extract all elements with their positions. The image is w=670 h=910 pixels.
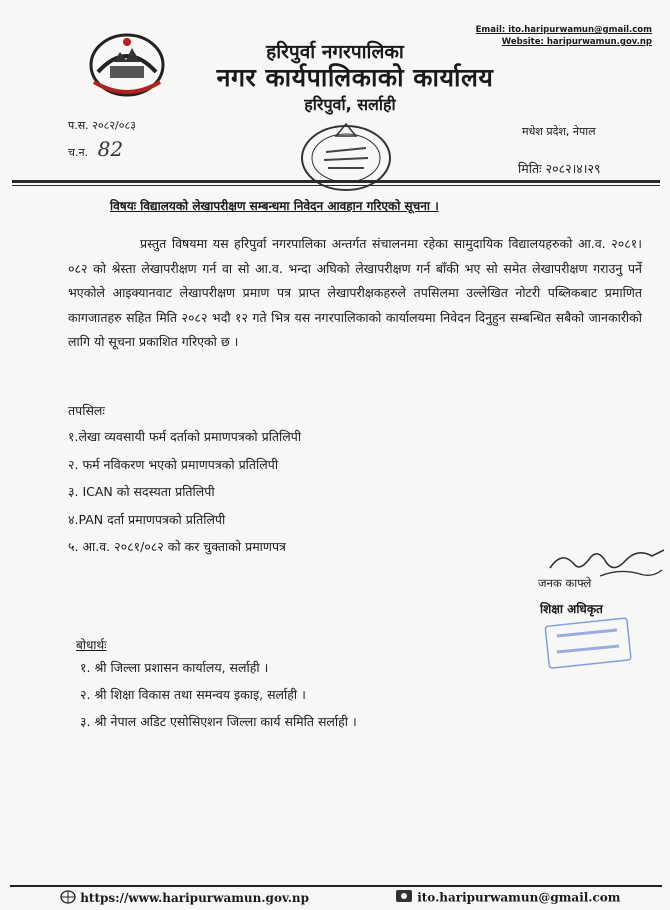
list-item: ५. आ.व. २०८१/०८२ को कर चुक्ताको प्रमाणपत्र	[68, 539, 286, 554]
document-list	[68, 425, 301, 563]
list-item: ४.PAN दर्ता प्रमाणपत्रको प्रतिलिपी	[68, 511, 226, 527]
globe-icon	[60, 890, 76, 907]
province-label: मधेश प्रदेश, नेपाल	[522, 125, 596, 138]
signatory-title: शिक्षा अधिकृत	[540, 602, 603, 616]
notice-body: प्रस्तुत विषयमा यस हरिपुर्वा नगरपालिका अन्तर्गत संचालनमा रहेका सामुदायिक विद्यालयहरुको आ.व. २०८१।०८२ को श्रेस्ता लेखापरीक्षण गर्न वा सो आ.व. भन्दा अघिको लेखापरीक्षण गर्न बाँकी भए सो समेत लेखापरीक्षण गराउनु पर्ने भएकोले आइक्यानवाट लेखापरीक्षण प्रमाण पत्र प्राप्त लेखापरीक्षकहरुले तपसिलमा उल्लेखित नोटरी पब्लिकबाट प्रमाणित कागजातहरु सहित मिति २०८२ भदौ १२ गते भित्र यस नगरपालिकाको कार्यालयमा निवेदन दिनुहुन सम्बन्धित सबैको जानकारीको लागि यो सूचना प्रकाशित गरिएको छ ।	[68, 236, 642, 349]
issue-date: मितिः २०८२।४।२९	[518, 161, 601, 176]
footer-email-text: ito.haripurwamun@gmail.com	[417, 890, 621, 905]
footer-website	[60, 890, 309, 907]
list-item: २. श्री शिक्षा विकास तथा समन्वय इकाइ, सर्लाही ।	[80, 687, 306, 702]
bodharth-heading: बोधार्थः	[76, 638, 107, 652]
org-address: हरिपुर्वा, सर्लाही	[304, 95, 396, 114]
signature-mark-icon	[540, 540, 668, 600]
signatory-name: जनक काफ्ले	[538, 576, 592, 590]
footer-divider	[10, 885, 662, 887]
footer-email	[395, 888, 621, 907]
list-item: २. फर्म नविकरण भएको प्रमाणपत्रको प्रतिलिपी	[68, 456, 279, 472]
header-contact	[476, 24, 652, 48]
dispatch-number	[68, 137, 123, 161]
org-name-municipality: हरिपुर्वा नगरपालिका	[266, 41, 404, 63]
mail-icon	[395, 888, 413, 907]
dispatch-number-value: 82	[97, 137, 124, 161]
header-divider-thin	[12, 185, 660, 186]
notice-subject: विषयः विद्यालयको लेखापरीक्षण सम्बन्धमा निवेदन आवहान गरिएको सूचना ।	[110, 199, 439, 213]
header-divider-thick	[12, 180, 660, 183]
header-website: Website: haripurwamun.gov.np	[501, 37, 652, 47]
dispatch-number-label: च.न.	[68, 146, 89, 159]
signatory-stamp-icon	[543, 614, 635, 670]
reference-number: प.स. २०८२/०८३	[68, 119, 136, 132]
footer-website-text: https://www.haripurwamun.gov.np	[80, 891, 310, 905]
bodharth-list	[80, 656, 357, 737]
list-item: १.लेखा व्यवसायी फर्म दर्ताको प्रमाणपत्रको प्रतिलिपी	[68, 429, 302, 444]
org-name-office: नगर कार्यपालिकाको कार्यालय	[216, 63, 494, 92]
list-item: ३. ICAN को सदस्यता प्रतिलिपी	[68, 484, 215, 499]
list-heading: तपसिलः	[68, 403, 105, 418]
list-item: ३. श्री नेपाल अडिट एसोसिएशन जिल्ला कार्य समिति सर्लाही ।	[80, 714, 357, 729]
header-email: Email: ito.haripurwamun@gmail.com	[475, 25, 652, 35]
list-item: १. श्री जिल्ला प्रशासन कार्यालय, सर्लाही ।	[80, 660, 269, 675]
nepal-emblem-icon	[88, 32, 166, 98]
